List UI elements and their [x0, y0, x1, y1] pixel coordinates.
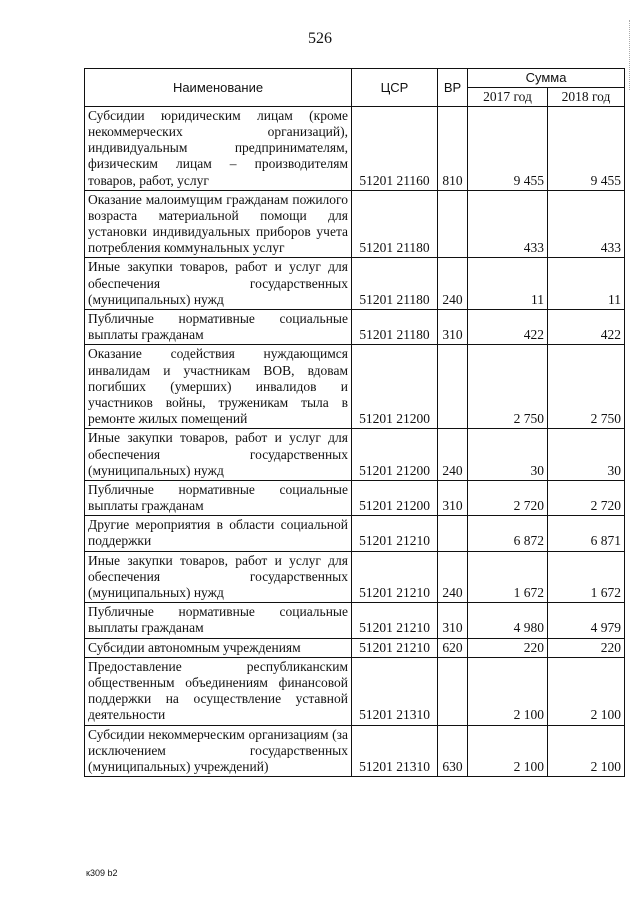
row-2018: 422 — [548, 310, 625, 345]
table-row — [85, 106, 625, 190]
row-csr: 51201 21210 — [352, 516, 438, 551]
header-vr: ВР — [438, 69, 468, 107]
table-row — [85, 429, 625, 481]
row-2017: 30 — [468, 429, 548, 481]
row-2018: 11 — [548, 258, 625, 310]
row-name: Оказание содействия нуждающимся инвалидам и участникам ВОВ, вдовам погибших (умерших) инвалидов и участников войны, труженикам тыла в ремонте жилых помещений — [85, 345, 352, 429]
row-2018: 2 720 — [548, 480, 625, 515]
table-row — [85, 258, 625, 310]
row-2017: 422 — [468, 310, 548, 345]
row-name: Иные закупки товаров, работ и услуг для обеспечения государственных (муниципальных) нужд — [85, 551, 352, 603]
row-csr: 51201 21210 — [352, 551, 438, 603]
row-name: Оказание малоимущим гражданам пожилого возраста материальной помощи для установки индивидуальных приборов учета потребления коммунальных услуг — [85, 190, 352, 258]
row-2018: 433 — [548, 190, 625, 258]
row-2018: 2 100 — [548, 657, 625, 725]
table-row — [85, 638, 625, 657]
side-scan-mark — [629, 20, 636, 90]
header-row — [85, 69, 625, 88]
row-2017: 2 720 — [468, 480, 548, 515]
row-2017: 220 — [468, 638, 548, 657]
row-name: Субсидии автономным учреждениям — [85, 638, 352, 657]
header-year-2017: 2017 год — [468, 87, 548, 106]
row-2018: 30 — [548, 429, 625, 481]
row-csr: 51201 21310 — [352, 657, 438, 725]
row-name: Публичные нормативные социальные выплаты гражданам — [85, 310, 352, 345]
row-name: Иные закупки товаров, работ и услуг для обеспечения государственных (муниципальных) нужд — [85, 429, 352, 481]
row-name: Иные закупки товаров, работ и услуг для обеспечения государственных (муниципальных) нужд — [85, 258, 352, 310]
row-name: Другие мероприятия в области социальной поддержки — [85, 516, 352, 551]
row-csr: 51201 21200 — [352, 429, 438, 481]
table-row — [85, 516, 625, 551]
row-csr: 51201 21180 — [352, 310, 438, 345]
header-name: Наименование — [85, 69, 352, 107]
row-csr: 51201 21310 — [352, 725, 438, 777]
row-csr: 51201 21210 — [352, 603, 438, 638]
row-2017: 1 672 — [468, 551, 548, 603]
row-csr: 51201 21180 — [352, 190, 438, 258]
row-csr: 51201 21200 — [352, 480, 438, 515]
row-2017: 2 100 — [468, 725, 548, 777]
row-vr: 310 — [438, 480, 468, 515]
row-2018: 4 979 — [548, 603, 625, 638]
row-2017: 6 872 — [468, 516, 548, 551]
row-csr: 51201 21200 — [352, 345, 438, 429]
table-row — [85, 603, 625, 638]
row-vr: 240 — [438, 429, 468, 481]
table-row — [85, 657, 625, 725]
header-year-2018: 2018 год — [548, 87, 625, 106]
page-number: 526 — [308, 30, 332, 47]
row-vr — [438, 190, 468, 258]
row-2017: 433 — [468, 190, 548, 258]
table-row — [85, 345, 625, 429]
row-vr — [438, 516, 468, 551]
row-name: Публичные нормативные социальные выплаты гражданам — [85, 603, 352, 638]
row-2018: 2 750 — [548, 345, 625, 429]
row-name: Предоставление республиканским общественным объединениям финансовой поддержки на осуществление уставной деятельности — [85, 657, 352, 725]
row-2018: 9 455 — [548, 106, 625, 190]
table-row — [85, 310, 625, 345]
row-vr: 240 — [438, 551, 468, 603]
budget-table — [84, 68, 625, 777]
row-vr: 810 — [438, 106, 468, 190]
row-csr: 51201 21160 — [352, 106, 438, 190]
row-2017: 4 980 — [468, 603, 548, 638]
table-row — [85, 480, 625, 515]
row-name: Субсидии некоммерческим организациям (за исключением государственных (муниципальных) учреждений) — [85, 725, 352, 777]
header-csr: ЦСР — [352, 69, 438, 107]
footer-code: к309 b2 — [86, 868, 118, 878]
row-2018: 1 672 — [548, 551, 625, 603]
row-2017: 2 750 — [468, 345, 548, 429]
row-2018: 6 871 — [548, 516, 625, 551]
table-row — [85, 190, 625, 258]
row-vr — [438, 345, 468, 429]
header-sum: Сумма — [468, 69, 625, 88]
row-vr: 620 — [438, 638, 468, 657]
table-row — [85, 725, 625, 777]
row-2018: 220 — [548, 638, 625, 657]
row-2017: 2 100 — [468, 657, 548, 725]
row-name: Публичные нормативные социальные выплаты гражданам — [85, 480, 352, 515]
row-vr: 630 — [438, 725, 468, 777]
row-2017: 9 455 — [468, 106, 548, 190]
row-vr: 240 — [438, 258, 468, 310]
row-2017: 11 — [468, 258, 548, 310]
row-vr: 310 — [438, 310, 468, 345]
row-name: Субсидии юридическим лицам (кроме некоммерческих организаций), индивидуальным предпринимателям, физическим лицам – производителям товаров, работ, услуг — [85, 106, 352, 190]
table-row — [85, 551, 625, 603]
row-csr: 51201 21180 — [352, 258, 438, 310]
row-2018: 2 100 — [548, 725, 625, 777]
row-vr — [438, 657, 468, 725]
row-csr: 51201 21210 — [352, 638, 438, 657]
row-vr: 310 — [438, 603, 468, 638]
